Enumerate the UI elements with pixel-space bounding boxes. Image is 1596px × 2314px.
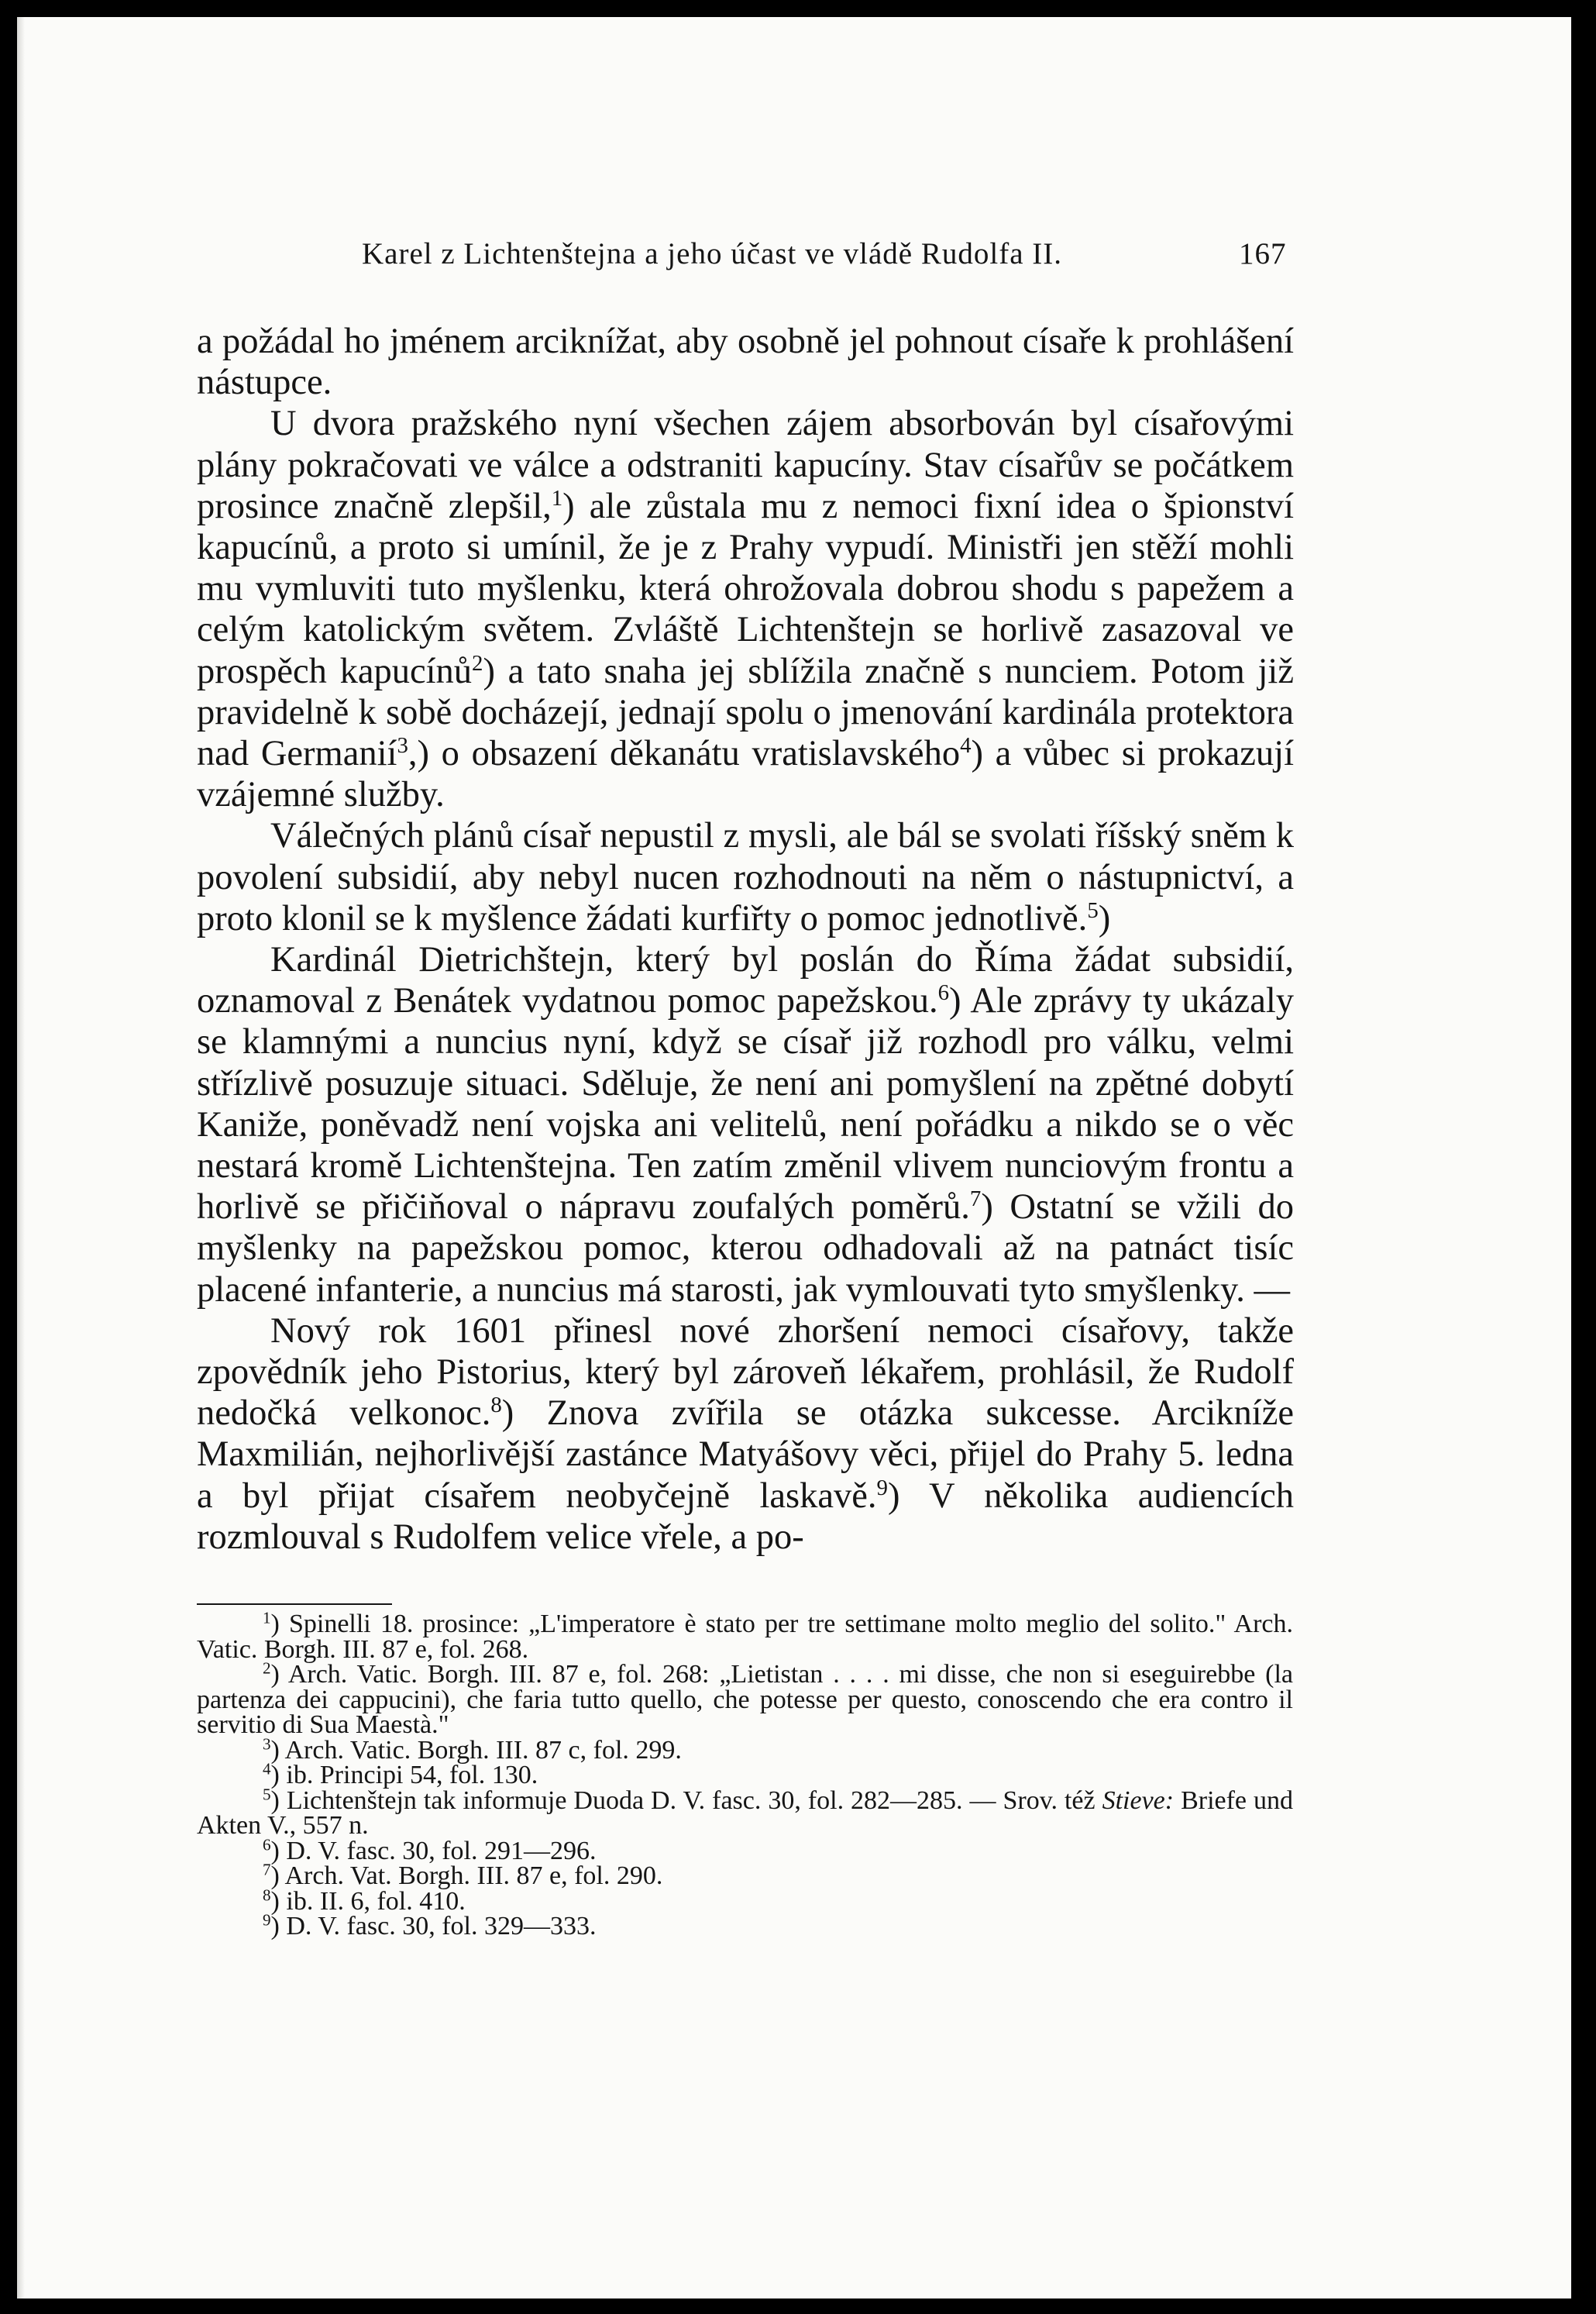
footnote-mark: 4	[263, 1759, 271, 1779]
footnote-text: ) ib. Principi 54, fol. 130.	[270, 1761, 538, 1789]
running-head-title: Karel z Lichtenštejna a jeho účast ve vládě Rudolfa II.	[362, 237, 1062, 270]
text-run: ) ale zůstala mu z nemoci fixní idea o špionství kapucínů, a proto si umínil, že je z Prahy vypudí. Ministři jen stěží mohli mu vymluviti tuto myšlenku, která ohrožovala dobrou shodu s papežem a celým katolickým světem. Zvláště Lichtenštejn se horlivě zasazoval ve prospěch kapucínů	[197, 486, 1295, 691]
paragraph-2	[197, 403, 1294, 815]
footnote-mark: 9	[263, 1910, 271, 1930]
footnote-mark: 2	[263, 1658, 271, 1678]
footnote-text: Briefe und Akten V., 557 n.	[197, 1785, 1293, 1840]
footnote-7	[197, 1860, 1293, 1890]
footnote-1	[197, 1608, 1293, 1664]
body-text	[197, 321, 1294, 1558]
text-run: Nový rok 1601 přinesl nové zhoršení nemoci císařovy, takže zpovědník jeho Pistorius, který byl zároveň lékařem, prohlásil, že Rudolf nedočká velkonoc.	[197, 1310, 1294, 1434]
text-run: Válečných plánů císař nepustil z mysli, ale bál se svolati říšský sněm k povolení subsidií, aby nebyl nucen rozhodnouti na něm o nástupnictví, a proto klonil se k myšlence žádati kurfiřty o pomoc jednotlivě.	[197, 816, 1294, 938]
footnote-text: ) Lichtenštejn tak informuje Duoda D. V. fasc. 30, fol. 282—285. — Srov. též	[270, 1785, 1102, 1815]
footnote-text: ) Arch. Vatic. Borgh. III. 87 c, fol. 299.	[270, 1735, 682, 1765]
text-run: ) Ostatní se vžili do myšlenky na papežskou pomoc, kterou odhadovali až na patnáct tisíc placené infanterie, a nuncius má starosti, jak vymlouvati tyto smyšlenky. —	[197, 1187, 1294, 1310]
footnote-text: ) D. V. fasc. 30, fol. 291—296.	[270, 1836, 597, 1865]
footnote-3	[197, 1734, 1293, 1765]
text-run: a požádal ho jménem arciknížat, aby osobně jel pohnout císaře k prohlášení nástupce.	[197, 322, 1294, 403]
paragraph-4	[197, 939, 1294, 1310]
footnote-ref: 8	[490, 1393, 502, 1418]
footnote-text: ) Spinelli 18. prosince: „L'imperatore è stato per tre settimane molto meglio del solito." Arch. Vatic. Borgh. III. 87 e, fol. 268.	[197, 1610, 1293, 1664]
footnote-mark: 3	[263, 1734, 271, 1753]
footnote-mark: 5	[263, 1784, 271, 1803]
footnote-ref: 7	[969, 1186, 982, 1212]
footnote-ref: 5	[1087, 898, 1099, 923]
text-run: ) V několika audiencích rozmlouval s Rudolfem velice vřele, a po-	[197, 1476, 1294, 1557]
footnote-9	[197, 1910, 1293, 1940]
page-number: 167	[1239, 237, 1287, 270]
footnote-italic-author: Stieve:	[1102, 1785, 1175, 1815]
footnote-mark: 7	[263, 1860, 271, 1879]
footnote-ref: 3	[397, 733, 408, 759]
footnote-text: ) D. V. fasc. 30, fol. 329—333.	[270, 1912, 597, 1940]
footnote-8	[197, 1885, 1293, 1916]
footnote-ref: 9	[876, 1475, 888, 1500]
text-run: )	[1098, 898, 1111, 938]
paragraph-5	[197, 1310, 1294, 1558]
paragraph-3	[197, 815, 1294, 939]
footnote-ref: 6	[937, 980, 950, 1006]
footnote-text: ) ib. II. 6, fol. 410.	[270, 1886, 466, 1916]
running-head	[362, 236, 1292, 271]
footnote-separator	[197, 1603, 392, 1605]
footnote-mark: 1	[263, 1608, 271, 1627]
text-run: U dvora pražského nyní všechen zájem absorbován byl císařovými plány pokračovati ve válce a odstraniti kapucíny. Stav císařův se počátkem prosince značně zlepšil,	[197, 404, 1294, 526]
footnote-mark: 8	[263, 1885, 271, 1904]
paragraph-1	[197, 321, 1294, 403]
page-spine-shadow	[17, 17, 25, 2299]
text-run: ,) o obsazení děkanátu vratislavského	[408, 734, 961, 774]
book-page	[17, 17, 1571, 2299]
footnote-text: ) Arch. Vatic. Borgh. III. 87 e, fol. 268: „Lietistan . . . . mi disse, che non si eseguirebbe (la partenza dei cappucini), che faria tutto quello, che potesse per questo, conoscendo che era contro il servitio di Sua Maestà."	[197, 1660, 1293, 1739]
footnote-4	[197, 1759, 1293, 1789]
footnote-2	[197, 1658, 1293, 1739]
text-run: ) Znova zvířila se otázka sukcesse. Arcikníže Maxmilián, nejhorlivější zastánce Matyášovy věci, přijel do Prahy 5. ledna a byl přijat císařem neobyčejně laskavě.	[197, 1393, 1294, 1516]
text-run: ) a vůbec si prokazují vzájemné služby.	[197, 734, 1294, 815]
footnote-ref: 4	[960, 733, 972, 759]
footnote-5	[197, 1784, 1293, 1840]
text-run: ) Ale zprávy ty ukázaly se klamnými a nuncius nyní, když se císař již rozhodl pro válku, velmi střízlivě posuzuje situaci. Sděluje, že není ani pomyšlení na zpětné dobytí Kaniže, poněvadž není vojska ani velitelů, není pořádku a nikdo se o věc nestará kromě Lichtenštejna. Ten zatím změnil vlivem nunciovým frontu a horlivě se přičiňoval o nápravu zoufalých poměrů.	[197, 981, 1295, 1228]
text-run: Kardinál Dietrichštejn, který byl poslán do Říma žádat subsidií, oznamoval z Benátek vydatnou pomoc papežskou.	[197, 940, 1294, 1021]
footnote-text: ) Arch. Vat. Borgh. III. 87 e, fol. 290.	[270, 1861, 663, 1890]
footnote-mark: 6	[263, 1834, 271, 1854]
footnote-6	[197, 1834, 1293, 1865]
footnote-ref: 2	[472, 650, 483, 676]
footnotes	[197, 1608, 1293, 1940]
footnote-ref: 1	[551, 485, 563, 511]
text-run: ) a tato snaha jej sblížila značně s nunciem. Potom již pravidelně k sobě docházejí, jednají spolu o jmenování kardinála protektora nad Germanií	[197, 651, 1294, 774]
